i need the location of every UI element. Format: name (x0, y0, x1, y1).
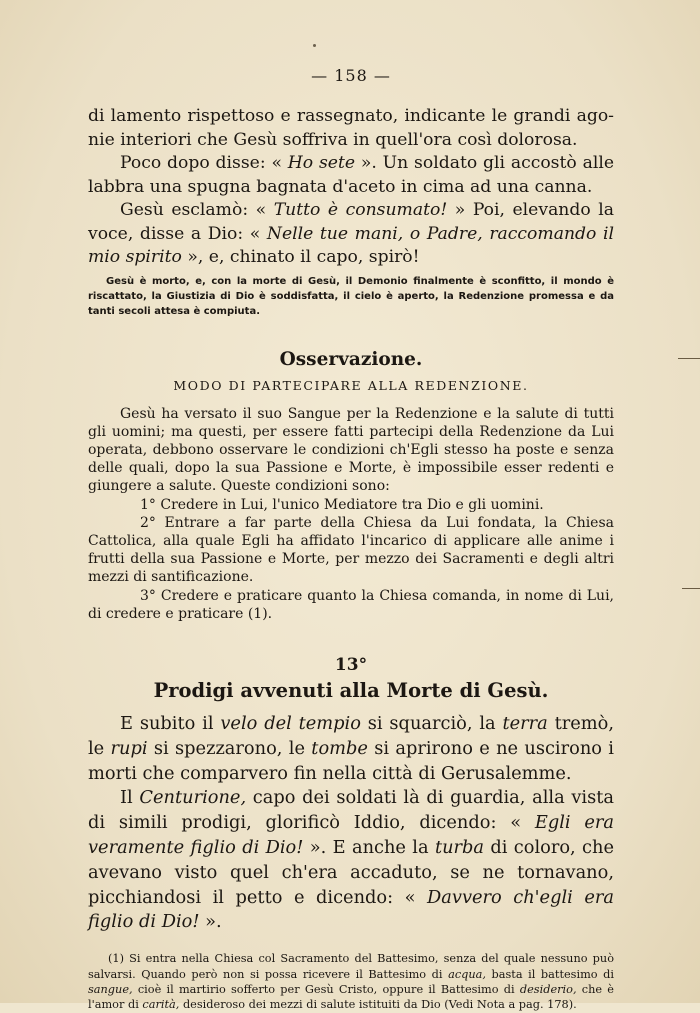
italic-term: rupi (110, 737, 148, 759)
chapter-title: Prodigi avvenuti alla Morte di Gesù. (153, 678, 549, 702)
lament-line-2: nie interiori che Gesù soffriva in quell'ora così dolorosa. (88, 129, 578, 150)
text-run: desideroso dei mezzi di salute istituiti da Dio (Vedi Nota a pag. 178). (179, 998, 577, 1012)
text-run: E subito il (120, 712, 221, 734)
text-run: si spezzarono, le (147, 737, 312, 759)
quote-italic: Egli era veramente figlio di Dio! (88, 812, 614, 858)
paragraph-lament (88, 105, 614, 152)
text-run: cioè il martirio sofferto per Gesù Cristo, oppure il Battesimo di (132, 982, 520, 996)
bold-summary-note: Gesù è morto, e, con la morte di Gesù, il Demonio finalmente è sconfitto, il mondo è riscattato, la Giustizia di Dio è soddisfatta, il cielo è aperto, la Redenzione promessa e da tanti secoli attesa è compiuta. (88, 275, 614, 317)
print-speck (313, 44, 316, 47)
condition-item-1: 1° Credere in Lui, l'unico Mediatore tra Dio e gli uomini. (140, 496, 544, 513)
text-run: capo dei soldati là di guardia, alla vista di simili prodigi, glorificò Iddio, dicendo: « (88, 787, 614, 834)
italic-term: tombe (311, 737, 368, 759)
edge-mark (678, 358, 700, 359)
text-run: basta il battesimo di (485, 967, 614, 981)
page-content (88, 66, 614, 1013)
text-run: ». Un soldato gli accostò alle labbra una spugna bagnata d'aceto in cima ad una canna. (88, 153, 614, 197)
page-number: — 158 — (311, 66, 391, 85)
text-run: (1) Si entra nella Chiesa col Sacramento del Battesimo, senza del quale nessuno può salvarsi. Quando però non si possa ricevere il Battesimo di (88, 952, 614, 981)
paragraph-thirst (88, 152, 614, 199)
italic-term: sangue, (88, 982, 133, 996)
text-run: che è l'amor di (88, 982, 614, 1012)
text-run: Il (120, 787, 140, 809)
condition-item-3: 3° Credere e praticare quanto la Chiesa comanda, in nome di Lui, di credere e praticare (1). (88, 587, 614, 622)
italic-term: turba (434, 836, 485, 858)
italic-term: carità, (142, 998, 180, 1012)
lament-line-1: di lamento rispettoso e rassegnato, indicante le grandi ago- (88, 106, 614, 126)
condition-item-2: 2° Entrare a far parte della Chiesa da Lui fondata, la Chiesa Cattolica, alla quale Egli ha affidato l'incarico di applicare alle anime i frutti della sua Passione e Morte, per mezzo dei Sacramenti e degli altri mezzi di santificazione. (88, 514, 614, 586)
text-run: ». E anche la (303, 836, 435, 858)
paragraph-death (88, 199, 614, 270)
italic-term: velo del tempio (220, 712, 361, 734)
text-run: Poco dopo disse: « (120, 153, 288, 173)
observation-intro: Gesù ha versato il suo Sangue per la Redenzione e la salute di tutti gli uomini; ma questi, per essere fatti partecipi della Redenzione da Lui operata, debbono osservare le condizioni ch'Egli stesso ha poste e senza delle quali, dopo la sua Passione e Morte, è impossibile esser redenti e giungere a salute. Queste condizioni sono: (88, 405, 614, 495)
paragraph-prodigies (88, 712, 614, 786)
italic-term: desiderio, (519, 982, 577, 996)
quote-italic: Ho sete (287, 153, 356, 173)
text-run: si aprirono e ne uscirono i morti che comparvero fin nella città di Gerusalemme. (88, 737, 614, 784)
text-run: », e, chinato il capo, spirò! (181, 247, 420, 267)
quote-italic: Tutto è consumato! (273, 200, 448, 220)
edge-mark (682, 588, 700, 589)
italic-term: terra (502, 712, 548, 734)
text-run: Gesù esclamò: « (120, 200, 274, 220)
text-run: si squarciò, la (360, 712, 503, 734)
paragraph-centurion (88, 786, 614, 935)
italic-term: Centurione, (139, 787, 247, 809)
text-run: tremò, le (88, 712, 614, 759)
observation-heading: Osservazione. (279, 348, 423, 370)
observation-subheading: MODO DI PARTECIPARE ALLA REDENZIONE. (173, 377, 529, 393)
quote-italic: Davvero ch'egli era figlio di Dio! (88, 886, 614, 933)
text-run: ». (199, 911, 222, 933)
chapter-number: 13° (334, 654, 368, 675)
italic-term: acqua, (448, 967, 486, 981)
text-run: » Poi, elevando la voce, disse a Dio: « (88, 200, 614, 244)
footnote-baptism (88, 951, 614, 1013)
quote-italic: Nelle tue mani, o Padre, raccomando il mio spirito (88, 223, 614, 267)
text-run: di coloro, che avevano visto quel ch'era accaduto, se ne tornavano, picchiandosi il petto e dicendo: « (88, 836, 614, 908)
